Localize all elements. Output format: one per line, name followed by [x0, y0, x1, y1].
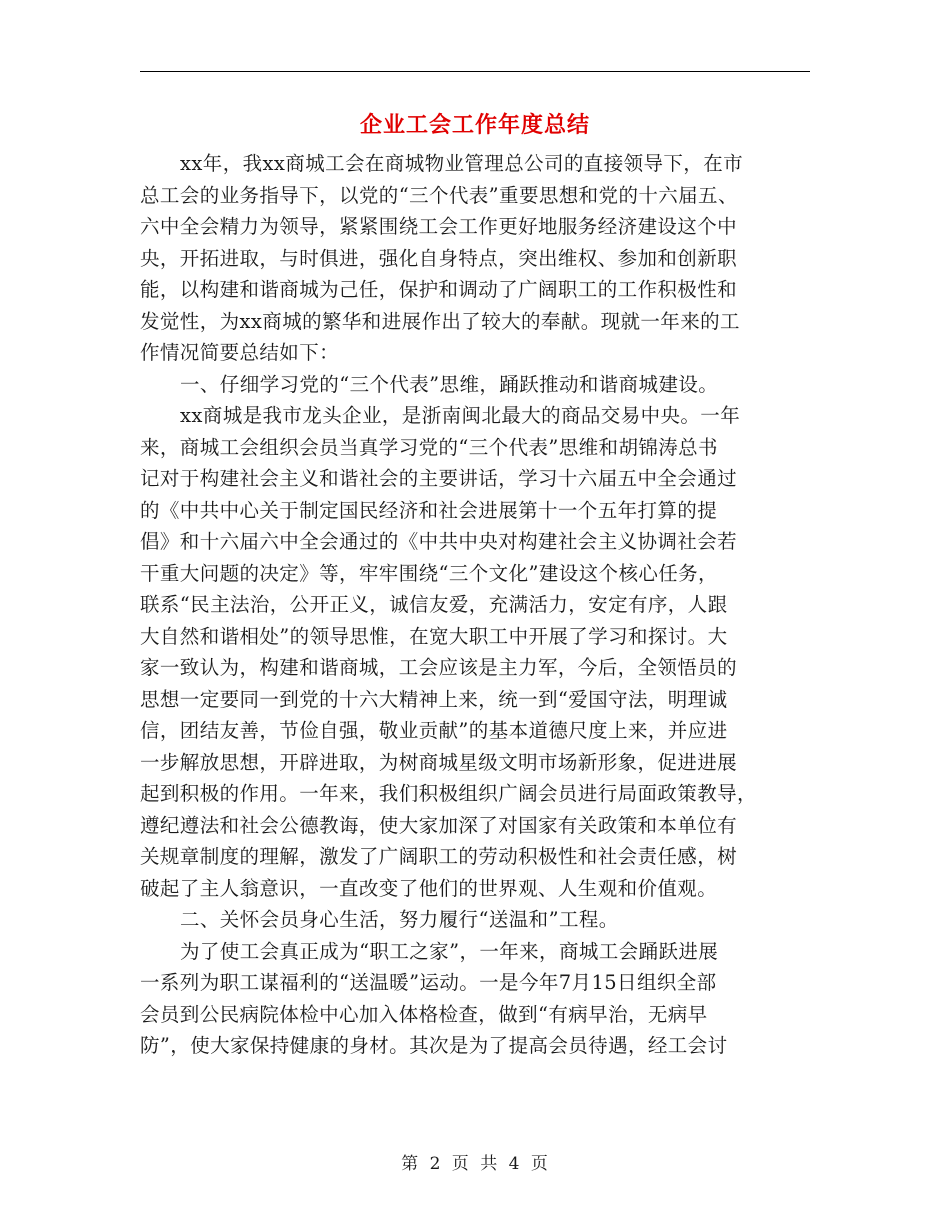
text-line: 来，商城工会组织会员当真学习党的“三个代表”思维和胡锦涛总书	[140, 435, 718, 459]
text-line: 能，以构建和谐商城为己任，保护和调动了广阔职工的工作积极性和	[140, 278, 738, 301]
text-line: 关规章制度的理解，激发了广阔职工的劳动积极性和社会责任感，树	[140, 845, 738, 868]
header-rule	[140, 71, 810, 72]
text-line: 二、关怀会员身心生活，努力履行“送温和”工程。	[180, 908, 619, 931]
text-line: 记对于构建社会主义和谐社会的主要讲话，学习十六届五中全会通过	[140, 467, 738, 490]
text-line: 会员到公民病院体检中心加入体格检查，做到“有病早治，无病早	[140, 1002, 708, 1026]
text-line: 一系列为职工谋福利的“送温暖”运动。一是今年7月15日组织全部	[140, 971, 717, 994]
text-line: 遵纪遵法和社会公德教诲，使大家加深了对国家有关政策和本单位有	[140, 813, 738, 837]
text-line: 起到积极的作用。一年来，我们积极组织广阔会员进行局面政策教导，	[140, 782, 757, 805]
text-line: xx商城是我市龙头企业，是浙南闽北最大的商品交易中央。一年	[180, 404, 741, 427]
page-number: 第 2 页 共 4 页	[401, 1154, 549, 1174]
text-line: 总工会的业务指导下，以党的“三个代表”重要思想和党的十六届五、	[140, 183, 738, 207]
text-line: 央，开拓进取，与时俱进，强化自身特点，突出维权、参加和创新职	[140, 246, 738, 270]
text-line: 家一致认为，构建和谐商城，工会应该是主力军，今后，全领悟员的	[140, 656, 738, 679]
text-line: 干重大问题的决定》等，牢牢围绕“三个文化”建设这个核心任务，	[140, 561, 718, 585]
text-line: 的《中共中心关于制定国民经济和社会进展第十一个五年打算的提	[140, 498, 718, 522]
text-line: 防”，使大家保持健康的身材。其次是为了提高会员待遇，经工会讨	[140, 1034, 728, 1057]
text-line: 思想一定要同一到党的十六大精神上来，统一到“爱国守法，明理诚	[140, 687, 728, 711]
document-title: 企业工会工作年度总结	[359, 112, 590, 138]
text-line: 为了使工会真正成为“职工之家”，一年来，商城工会踊跃进展	[180, 939, 719, 963]
text-line: 破起了主人翁意识，一直改变了他们的世界观、人生观和价值观。	[140, 876, 718, 900]
text-line: 一、仔细学习党的“三个代表”思维，踊跃推动和谐商城建设。	[180, 372, 719, 396]
text-line: 联系“民主法治，公开正义，诚信友爱，充满活力，安定有序，人跟	[140, 593, 728, 616]
text-line: 大自然和谐相处”的领导思惟，在宽大职工中开展了学习和探讨。大	[140, 624, 728, 648]
text-line: 发觉性，为xx商城的繁华和进展作出了较大的奉献。现就一年来的工	[140, 309, 740, 333]
text-line: 作情况简要总结如下：	[140, 341, 340, 364]
document-body	[140, 148, 810, 1062]
text-line: 六中全会精力为领导，紧紧围绕工会工作更好地服务经济建设这个中	[140, 215, 738, 238]
text-line: 一步解放思想，开辟进取，为树商城星级文明市场新形象，促进进展	[140, 750, 738, 774]
text-line: xx年，我xx商城工会在商城物业管理总公司的直接领导下，在市	[180, 152, 743, 175]
text-line: 信，团结友善，节俭自强，敬业贡献”的基本道德尺度上来，并应进	[140, 719, 728, 742]
text-line: 倡》和十六届六中全会通过的《中共中央对构建社会主义协调社会若	[140, 530, 738, 553]
